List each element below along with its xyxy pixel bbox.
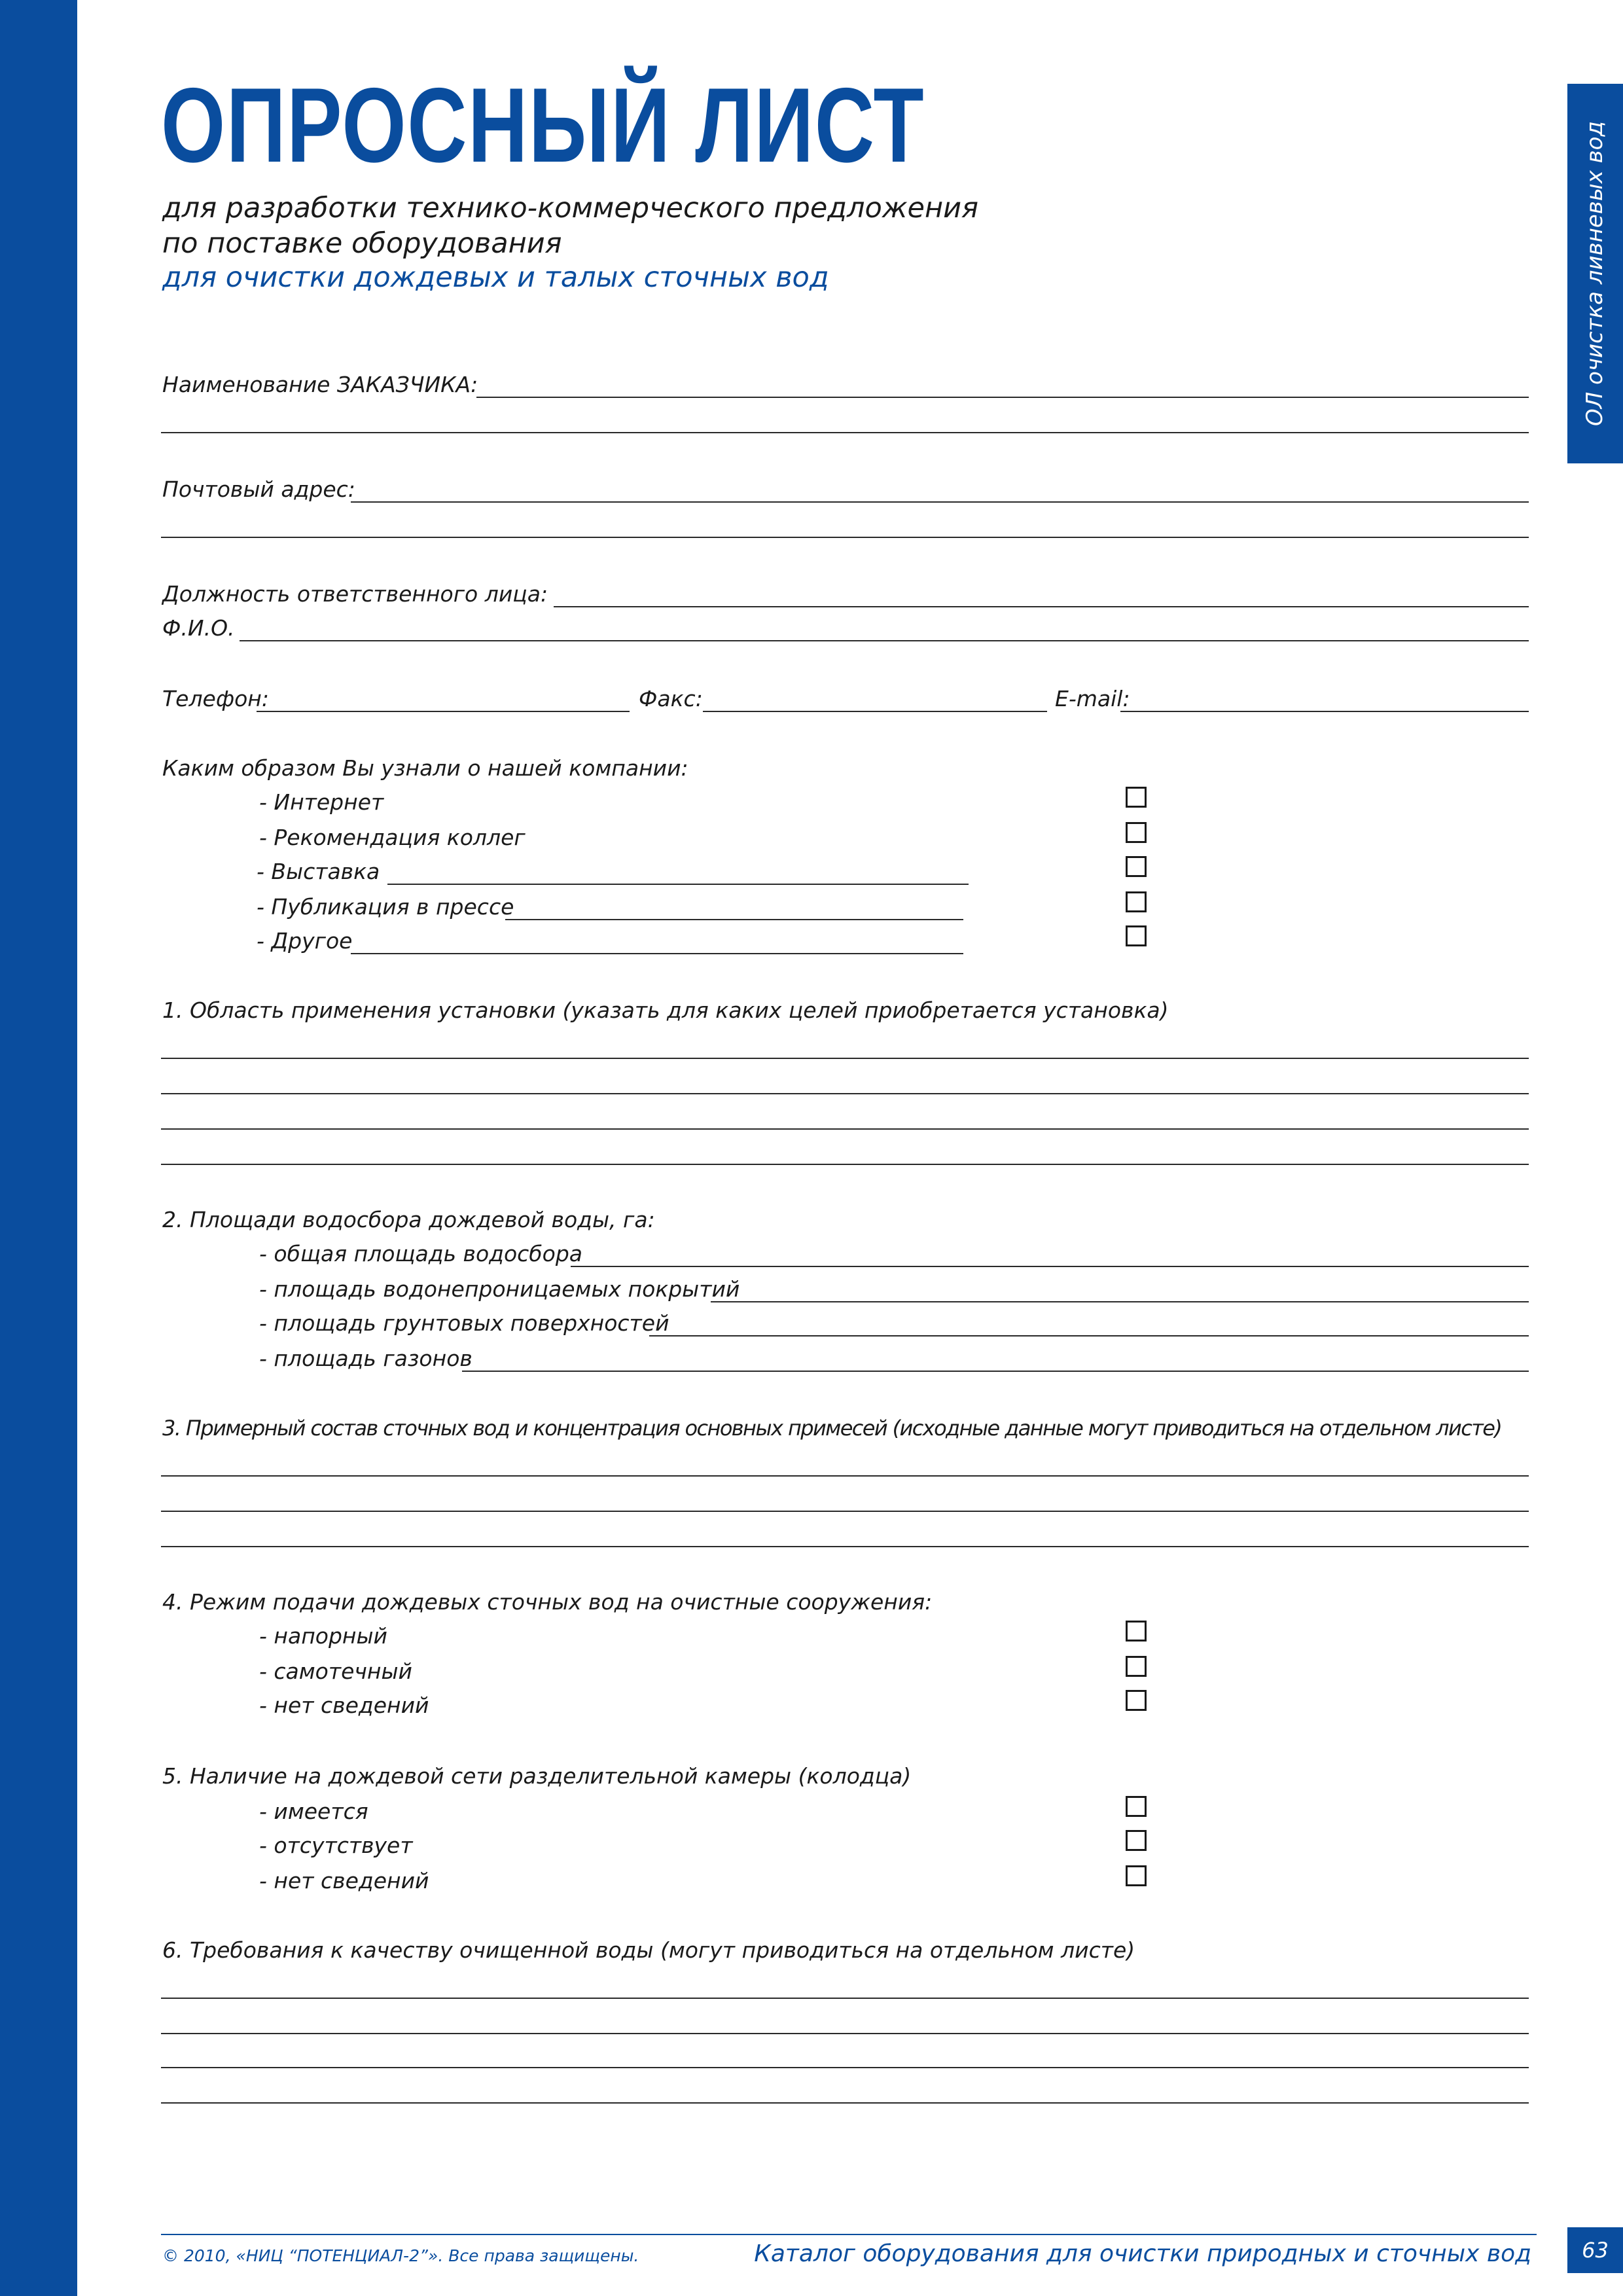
source-option-press: - Публикация в прессе: [257, 894, 514, 920]
q2-lawns-field[interactable]: [462, 1371, 1529, 1372]
q1-answer-line-1[interactable]: [161, 1058, 1529, 1059]
q5-unknown-checkbox[interactable]: [1126, 1865, 1147, 1886]
source-recommendation-checkbox[interactable]: [1126, 822, 1147, 843]
page-number: 63: [1567, 2227, 1623, 2273]
fax-field[interactable]: [703, 711, 1047, 712]
side-tab-label: ОЛ очистка ливневых вод: [1582, 121, 1608, 426]
q3-answer-line-2[interactable]: [161, 1511, 1529, 1512]
position-label: Должность ответственного лица:: [162, 581, 548, 607]
subtitle-line-2: по поставке оборудования: [162, 227, 562, 260]
q4-gravity-checkbox[interactable]: [1126, 1656, 1147, 1677]
address-field[interactable]: [351, 501, 1529, 503]
q4-option-pressure: - напорный: [259, 1623, 387, 1649]
customer-name-field[interactable]: [476, 397, 1529, 398]
q5-option-unknown: - нет сведений: [259, 1868, 429, 1893]
q3-answer-line-1[interactable]: [161, 1475, 1529, 1477]
footer-catalog-title: Каталог оборудования для очистки природных и сточных вод: [754, 2240, 1531, 2267]
source-option-recommendation: - Рекомендация коллег: [259, 825, 526, 850]
source-press-checkbox[interactable]: [1126, 891, 1147, 912]
q2-ground-field[interactable]: [649, 1335, 1529, 1336]
q1-label: 1. Область применения установки (указать для каких целей приобретается установка): [162, 997, 1169, 1023]
source-question: Каким образом Вы узнали о нашей компании:: [162, 755, 688, 781]
q4-pressure-checkbox[interactable]: [1126, 1621, 1147, 1641]
fio-field[interactable]: [240, 640, 1529, 641]
q2-item-lawns: - площадь газонов: [259, 1346, 473, 1371]
q2-item-total: - общая площадь водосбора: [259, 1241, 583, 1266]
customer-name-field-line-2[interactable]: [161, 432, 1529, 433]
source-option-internet: - Интернет: [259, 789, 384, 815]
q2-item-impermeable: - площадь водонепроницаемых покрытий: [259, 1276, 740, 1302]
footer-divider: [161, 2234, 1537, 2235]
address-field-line-2[interactable]: [161, 537, 1529, 538]
address-label: Почтовый адрес:: [162, 476, 355, 502]
q5-absent-checkbox[interactable]: [1126, 1830, 1147, 1851]
q1-answer-line-3[interactable]: [161, 1128, 1529, 1130]
q5-label: 5. Наличие на дождевой сети разделительной камеры (колодца): [162, 1763, 912, 1789]
q6-answer-line-3[interactable]: [161, 2067, 1529, 2068]
q6-answer-line-2[interactable]: [161, 2033, 1529, 2034]
q6-label: 6. Требования к качеству очищенной воды (могут приводиться на отдельном листе): [162, 1937, 1135, 1963]
q5-option-absent: - отсутствует: [259, 1833, 413, 1858]
q1-answer-line-4[interactable]: [161, 1164, 1529, 1165]
q1-answer-line-2[interactable]: [161, 1093, 1529, 1094]
customer-name-label: Наименование ЗАКАЗЧИКА:: [162, 372, 478, 397]
left-color-band: [0, 0, 77, 2296]
source-press-field[interactable]: [505, 919, 963, 920]
source-option-exhibition: - Выставка: [257, 859, 380, 884]
q6-answer-line-1[interactable]: [161, 1998, 1529, 1999]
q2-total-field[interactable]: [571, 1266, 1529, 1267]
q2-label: 2. Площади водосбора дождевой воды, га:: [162, 1207, 655, 1232]
q5-present-checkbox[interactable]: [1126, 1796, 1147, 1817]
q3-label: 3. Примерный состав сточных вод и концентрация основных примесей (исходные данные могут приводиться на отдельном листе): [162, 1416, 1502, 1441]
source-other-field[interactable]: [351, 953, 963, 954]
q4-unknown-checkbox[interactable]: [1126, 1690, 1147, 1711]
q3-answer-line-3[interactable]: [161, 1546, 1529, 1547]
q4-label: 4. Режим подачи дождевых сточных вод на очистные сооружения:: [162, 1589, 933, 1615]
email-field[interactable]: [1120, 711, 1529, 712]
q4-option-unknown: - нет сведений: [259, 1693, 429, 1718]
q2-impermeable-field[interactable]: [711, 1301, 1529, 1302]
source-other-checkbox[interactable]: [1126, 925, 1147, 946]
position-field[interactable]: [554, 606, 1529, 607]
phone-label: Телефон:: [162, 686, 269, 711]
fax-label: Факс:: [639, 686, 703, 711]
phone-field[interactable]: [257, 711, 630, 712]
source-internet-checkbox[interactable]: [1126, 787, 1147, 808]
source-exhibition-field[interactable]: [387, 884, 969, 885]
q4-option-gravity: - самотечный: [259, 1659, 412, 1684]
q5-option-present: - имеется: [259, 1799, 368, 1824]
section-side-tab: [1567, 84, 1623, 463]
subtitle-line-3: для очистки дождевых и талых сточных вод: [162, 261, 829, 294]
source-exhibition-checkbox[interactable]: [1126, 856, 1147, 877]
fio-label: Ф.И.О.: [162, 615, 235, 641]
page-title: ОПРОСНЫЙ ЛИСТ: [161, 66, 925, 185]
q6-answer-line-4[interactable]: [161, 2102, 1529, 2104]
email-label: E-mail:: [1055, 686, 1130, 711]
q2-item-ground: - площадь грунтовых поверхностей: [259, 1310, 669, 1336]
footer-copyright: © 2010, «НИЦ “ПОТЕНЦИАЛ-2”». Все права защищены.: [162, 2246, 639, 2265]
source-option-other: - Другое: [257, 928, 353, 954]
subtitle-line-1: для разработки технико-коммерческого предложения: [162, 192, 978, 224]
